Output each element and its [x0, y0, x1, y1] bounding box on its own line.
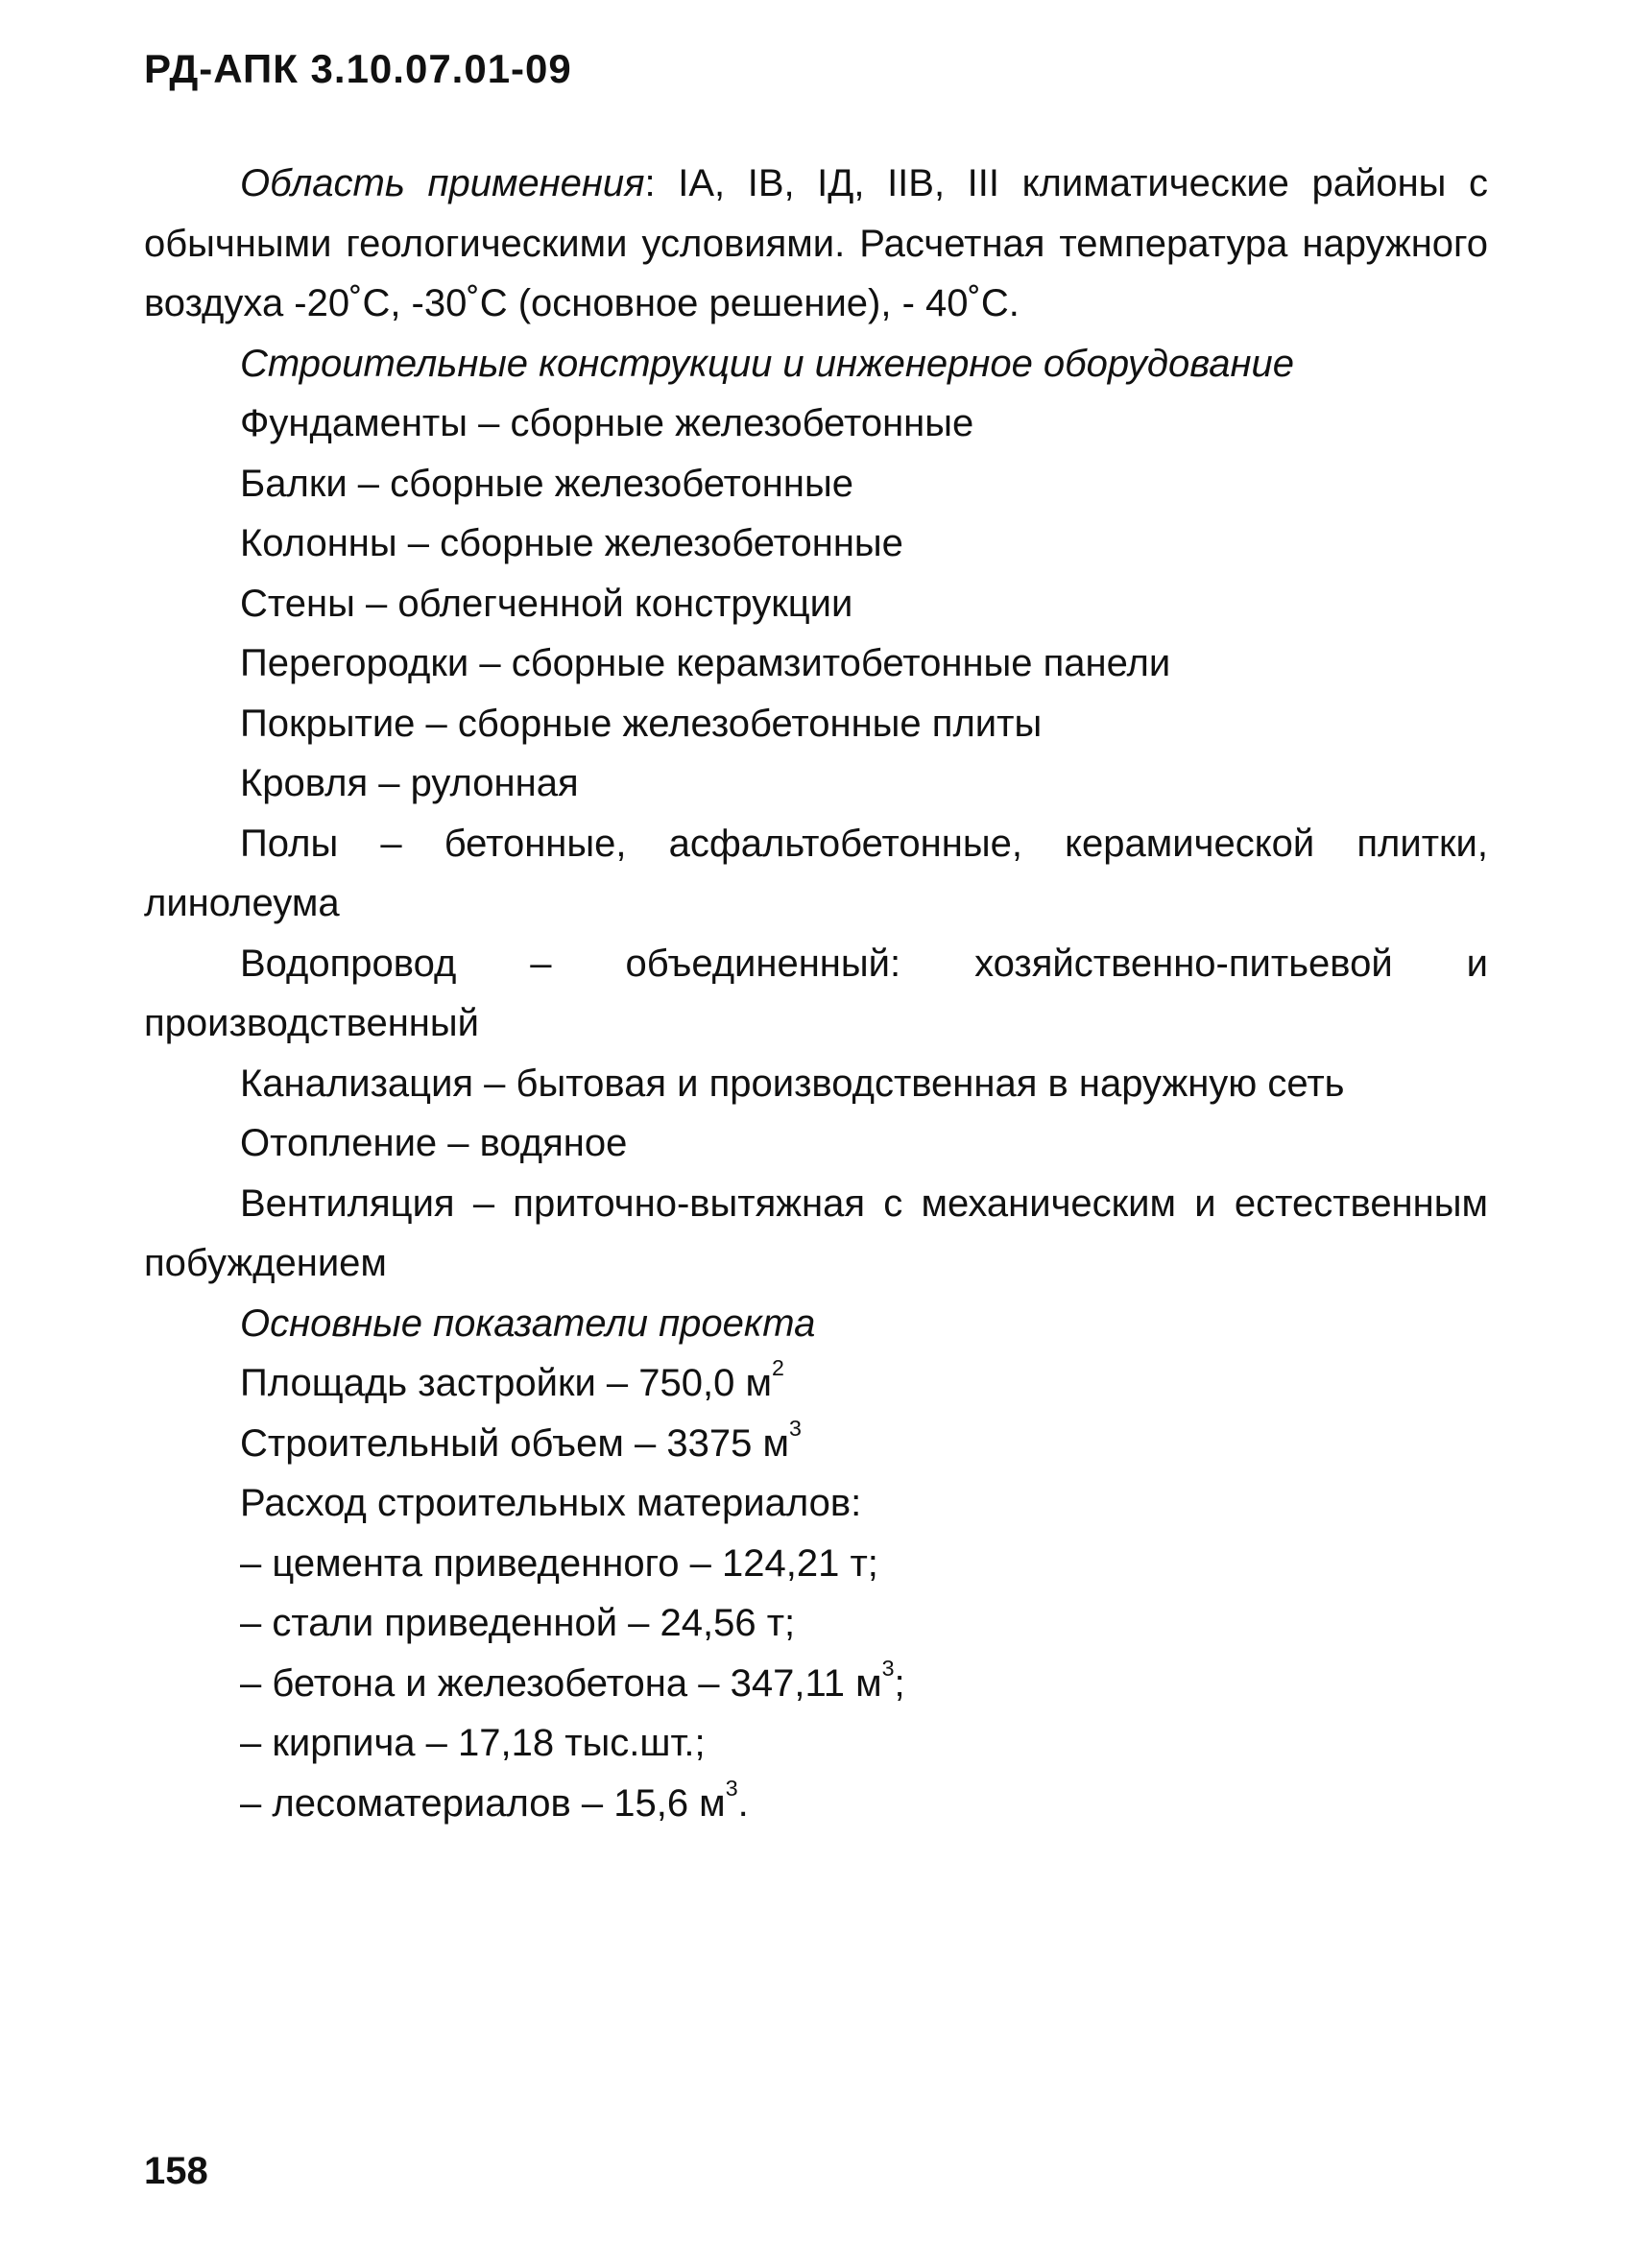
- section-heading-structures: Строительные конструкции и инженерное оборудование: [240, 342, 1294, 385]
- structure-item: Канализация – бытовая и производственная в наружную сеть: [240, 1062, 1345, 1105]
- material-concrete: – бетона и железобетона – 347,11 $м^3$;: [240, 1655, 905, 1705]
- structure-item: Вентиляция – приточно-вытяжная с механическим и естественным побуждением: [144, 1182, 1488, 1284]
- scope-paragraph: [144, 154, 1488, 334]
- material-cement: – цемента приведенного – 124,21 т;: [240, 1541, 878, 1585]
- material-steel: – стали приведенной – 24,56 т;: [240, 1602, 796, 1644]
- structure-item: Колонны – сборные железобетонные: [240, 522, 903, 564]
- structure-item: Водопровод – объединенный: хозяйственно-питьевой и производственный: [144, 942, 1488, 1044]
- building-volume: Строительный объем – 3375 $м^3$: [240, 1415, 802, 1465]
- structure-item: Балки – сборные железобетонные: [240, 462, 853, 505]
- structure-item: Покрытие – сборные железобетонные плиты: [240, 702, 1043, 745]
- scope-label: Область применения: [240, 162, 645, 204]
- structure-item: Полы – бетонные, асфальтобетонные, керамической плитки, линолеума: [144, 822, 1488, 924]
- material-timber: – лесоматериалов – 15,6 $м^3$.: [240, 1775, 749, 1825]
- scope-text: : IA, IB, IД, IIB, III климатические районы с обычными геологическими условиями. Расчетная температура наружного воздуха -20˚С, -30˚С (основное решение), - 40˚С.: [144, 162, 1488, 324]
- page-body: [144, 154, 1488, 1833]
- building-area: Площадь застройки – 750,0 $м^2$: [240, 1355, 784, 1404]
- document-code: РД-АПК 3.10.07.01-09: [144, 46, 572, 91]
- structure-item: Фундаменты – сборные железобетонные: [240, 402, 974, 444]
- section-heading-indicators: Основные показатели проекта: [240, 1301, 816, 1345]
- materials-title: Расход строительных материалов:: [240, 1482, 862, 1524]
- structure-item: Кровля – рулонная: [240, 762, 579, 804]
- structure-item: Стены – облегченной конструкции: [240, 582, 853, 625]
- page-number: 158: [144, 2150, 208, 2192]
- structure-item: Отопление – водяное: [240, 1122, 628, 1164]
- structure-item: Перегородки – сборные керамзитобетонные панели: [240, 642, 1171, 684]
- material-brick: – кирпича – 17,18 тыс.шт.;: [240, 1722, 706, 1764]
